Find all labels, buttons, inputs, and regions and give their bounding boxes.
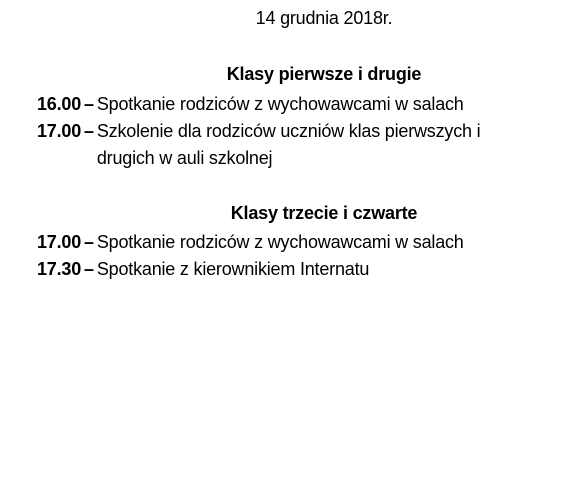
entry-text: Spotkanie z kierownikiem Internatu bbox=[96, 259, 370, 279]
schedule-entry bbox=[37, 256, 537, 283]
entry-text: Szkolenie dla rodziców uczniów klas pierwszych i drugich w auli szkolnej bbox=[96, 121, 481, 168]
entry-time: 17.00 bbox=[37, 121, 82, 141]
entry-time: 17.00 bbox=[37, 232, 82, 252]
entry-text: Spotkanie rodziców z wychowawcami w salach bbox=[96, 94, 464, 114]
schedule-entry bbox=[37, 118, 537, 172]
entry-dash: – bbox=[84, 94, 94, 114]
schedule-entry bbox=[37, 91, 537, 118]
entry-time: 16.00 bbox=[37, 94, 82, 114]
entry-dash: – bbox=[84, 232, 94, 252]
section-heading-third-fourth: Klasy trzecie i czwarte bbox=[230, 203, 418, 223]
section-heading-first-second: Klasy pierwsze i drugie bbox=[226, 64, 422, 84]
schedule-entry bbox=[37, 229, 537, 256]
entry-dash: – bbox=[84, 259, 94, 279]
event-date: 14 grudnia 2018r. bbox=[255, 8, 393, 28]
entry-text: Spotkanie rodziców z wychowawcami w salach bbox=[96, 232, 464, 252]
entry-dash: – bbox=[84, 121, 94, 141]
entry-time: 17.30 bbox=[37, 259, 82, 279]
